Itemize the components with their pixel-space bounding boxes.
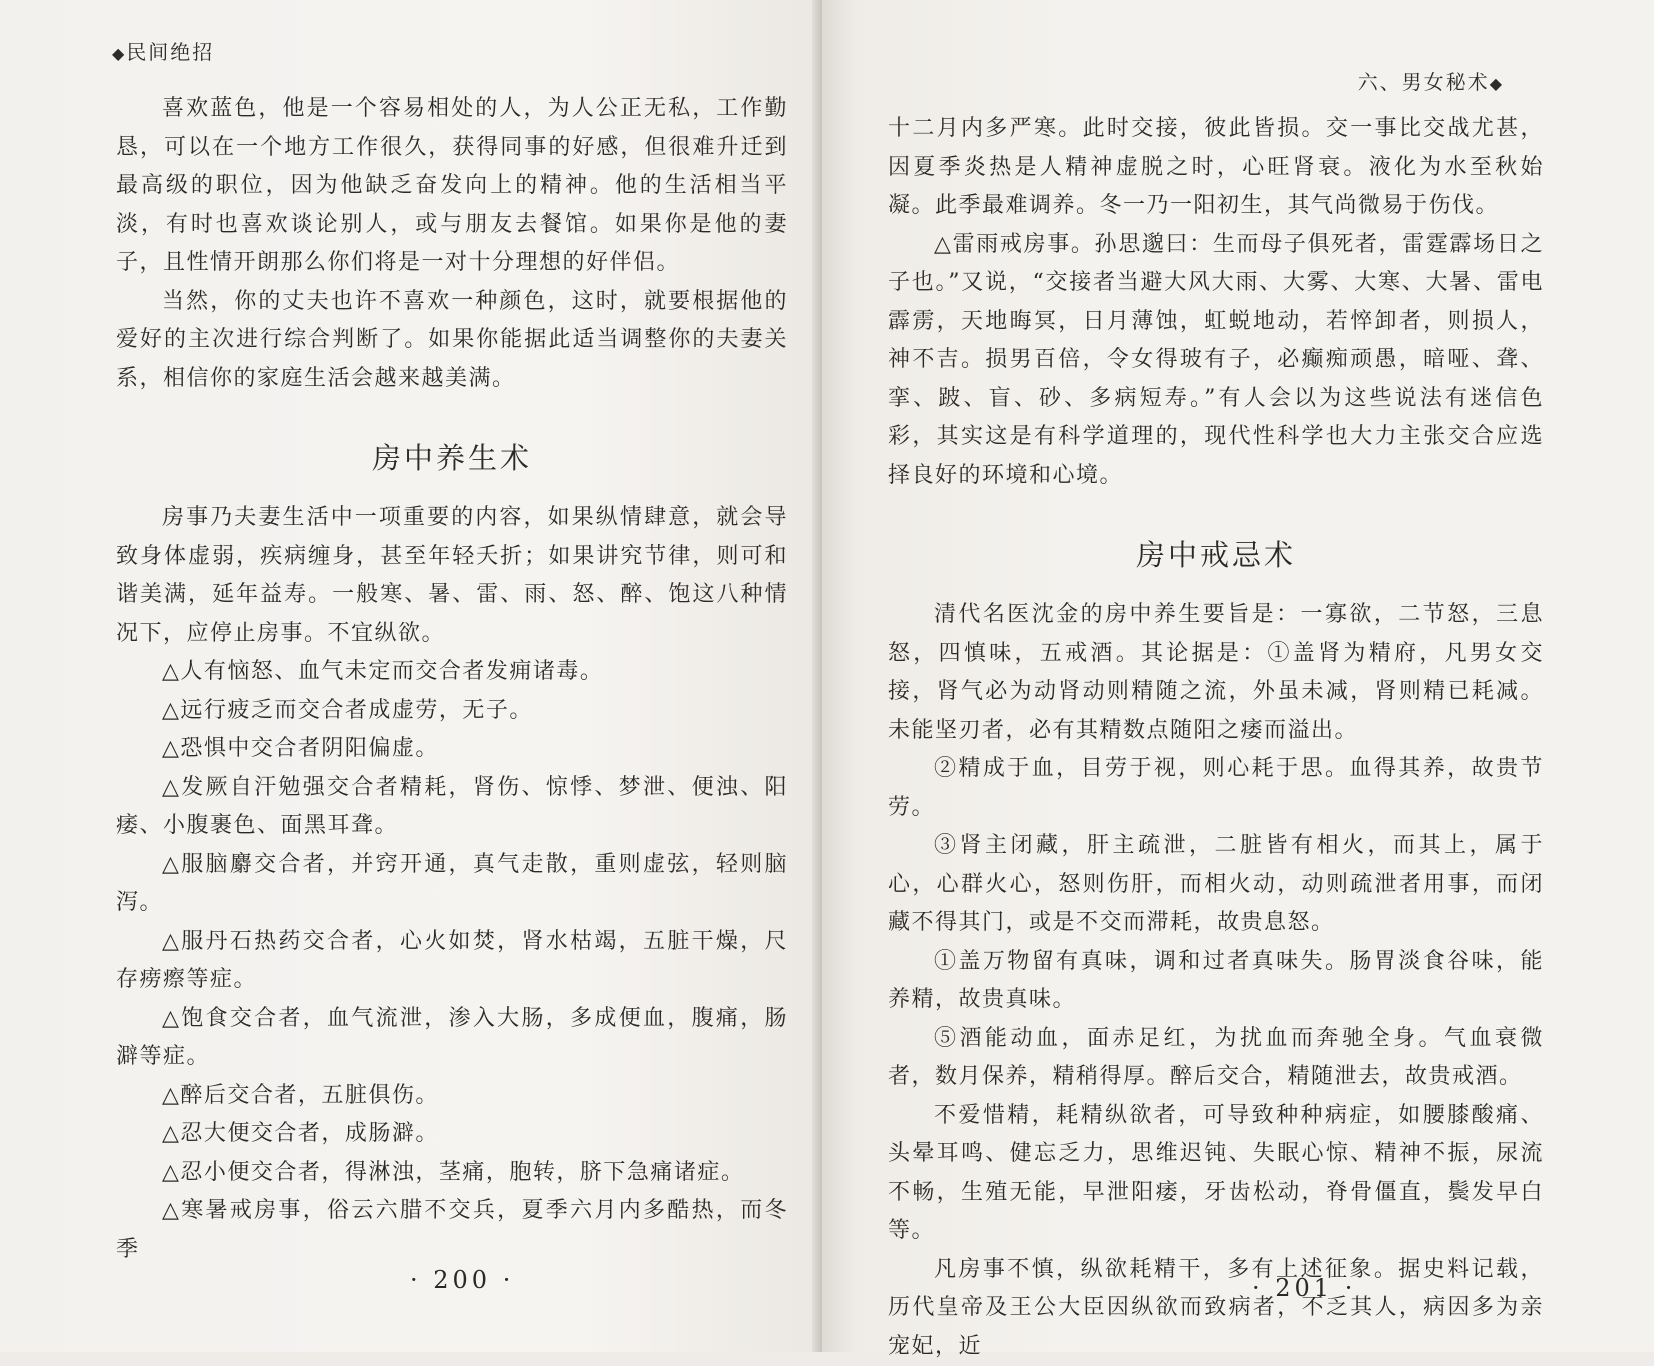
list-item: △醉后交合者，五脏俱伤。	[116, 1077, 788, 1116]
list-item: △发厥自汗勉强交合者精耗，肾伤、惊悸、梦泄、便浊、阳痿、小腹裹色、面黑耳聋。	[116, 769, 788, 846]
paragraph: 喜欢蓝色，他是一个容易相处的人，为人公正无私，工作勤恳，可以在一个地方工作很久，获得同事的好感，但很难升迁到最高级的职位，因为他缺乏奋发向上的精神。他的生活相当平淡，有时也喜欢谈论别人，或与朋友去餐馆。如果你是他的妻子，且性情开朗那么你们将是一对十分理想的好伴侣。	[116, 90, 788, 283]
diamond-bullet-icon: ◆	[112, 44, 126, 63]
section-heading: 房中养生术	[116, 436, 788, 477]
paragraph: △雷雨戒房事。孙思邈曰：生而母子俱死者，雷霆霹场日之子也。”又说，“交接者当避大风大雨、大雾、大寒、大暑、雷电霹雳，天地晦冥，日月薄蚀，虹蜕地动，若悴卸者，则损人，神不吉。损男百倍，令女得玻有子，必癫痴顽愚，暗哑、聋、挛、跛、盲、砂、多病短寿。”有人会以为这些说法有迷信色彩，其实这是有科学道理的，现代性科学也大力主张交合应选择良好的环境和心境。	[888, 226, 1544, 496]
right-page-content	[888, 110, 1544, 1366]
list-item: △饱食交合者，血气流泄，渗入大肠，多成便血，腹痛，肠澼等症。	[116, 1000, 788, 1077]
list-item: △忍小便交合者，得淋浊，茎痛，胞转，脐下急痛诸症。	[116, 1154, 788, 1193]
left-page	[0, 0, 822, 1352]
paragraph: 房事乃夫妻生活中一项重要的内容，如果纵情肆意，就会导致身体虚弱，疾病缠身，甚至年轻夭折；如果讲究节律，则可和谐美满，延年益寿。一般寒、暑、雷、雨、怒、醉、饱这八种情况下，应停止房事。不宜纵欲。	[116, 499, 788, 653]
paragraph: 十二月内多严寒。此时交接，彼此皆损。交一事比交战尤甚，因夏季炎热是人精神虚脱之时，心旺肾衰。液化为水至秋始凝。此季最难调养。冬一乃一阳初生，其气尚微易于伤伐。	[888, 110, 1544, 226]
list-item: △恐惧中交合者阴阳偏虚。	[116, 730, 788, 769]
list-item: △忍大便交合者，成肠澼。	[116, 1115, 788, 1154]
list-item: △服丹石热药交合者，心火如焚，肾水枯竭，五脏干燥，尺存痨瘵等症。	[116, 923, 788, 1000]
list-item: △人有恼怒、血气未定而交合者发痈诸毒。	[116, 653, 788, 692]
list-item: ⑤酒能动血，面赤足红，为扰血而奔驰全身。气血衰微者，数月保养，精稍得厚。醉后交合，精随泄去，故贵戒酒。	[888, 1020, 1544, 1097]
list-item: △服脑麝交合者，并窍开通，真气走散，重则虚弦，轻则脑泻。	[116, 846, 788, 923]
list-item: ②精成于血，目劳于视，则心耗于思。血得其养，故贵节劳。	[888, 750, 1544, 827]
right-page	[822, 0, 1654, 1352]
running-head-right-text: 六、男女秘术	[1358, 70, 1490, 94]
list-item: △寒暑戒房事，俗云六腊不交兵，夏季六月内多酷热，而冬季	[116, 1192, 788, 1269]
page-number-right: · 201 ·	[1252, 1274, 1356, 1302]
running-head-left-text: 民间绝招	[126, 40, 214, 64]
running-head-right	[1358, 66, 1504, 95]
paragraph: 不爱惜精，耗精纵欲者，可导致种种病症，如腰膝酸痛、头晕耳鸣、健忘乏力，思维迟钝、失眠心惊、精神不振，尿流不畅，生殖无能，早泄阳痿，牙齿松动，脊骨僵直，鬓发早白等。	[888, 1097, 1544, 1251]
page-number-left: · 200 ·	[410, 1266, 514, 1294]
left-page-content	[116, 90, 788, 1269]
list-item: △远行疲乏而交合者成虚劳，无子。	[116, 692, 788, 731]
paragraph: 清代名医沈金的房中养生要旨是：一寡欲，二节怒，三息怒，四慎味，五戒酒。其论据是：①盖肾为精府，凡男女交接，肾气必为动肾动则精随之流，外虽未减，肾则精已耗减。未能坚刃者，必有其精数点随阳之痿而溢出。	[888, 596, 1544, 750]
list-item: ③肾主闭藏，肝主疏泄，二脏皆有相火，而其上，属于心，心群火心，怒则伤肝，而相火动，动则疏泄者用事，而闭藏不得其门，或是不交而滞耗，故贵息怒。	[888, 827, 1544, 943]
running-head-left	[112, 36, 214, 65]
paragraph: 凡房事不慎，纵欲耗精干，多有上述征象。据史料记载，历代皇帝及王公大臣因纵欲而致病者，不乏其人，病因多为亲宠妃，近	[888, 1251, 1544, 1366]
diamond-bullet-icon: ◆	[1490, 74, 1504, 93]
paragraph: 当然，你的丈夫也许不喜欢一种颜色，这时，就要根据他的爱好的主次进行综合判断了。如果你能据此适当调整你的夫妻关系，相信你的家庭生活会越来越美满。	[116, 283, 788, 399]
section-heading: 房中戒忌术	[888, 533, 1544, 574]
list-item: ①盖万物留有真味，调和过者真味失。肠胃淡食谷味，能养精，故贵真味。	[888, 943, 1544, 1020]
